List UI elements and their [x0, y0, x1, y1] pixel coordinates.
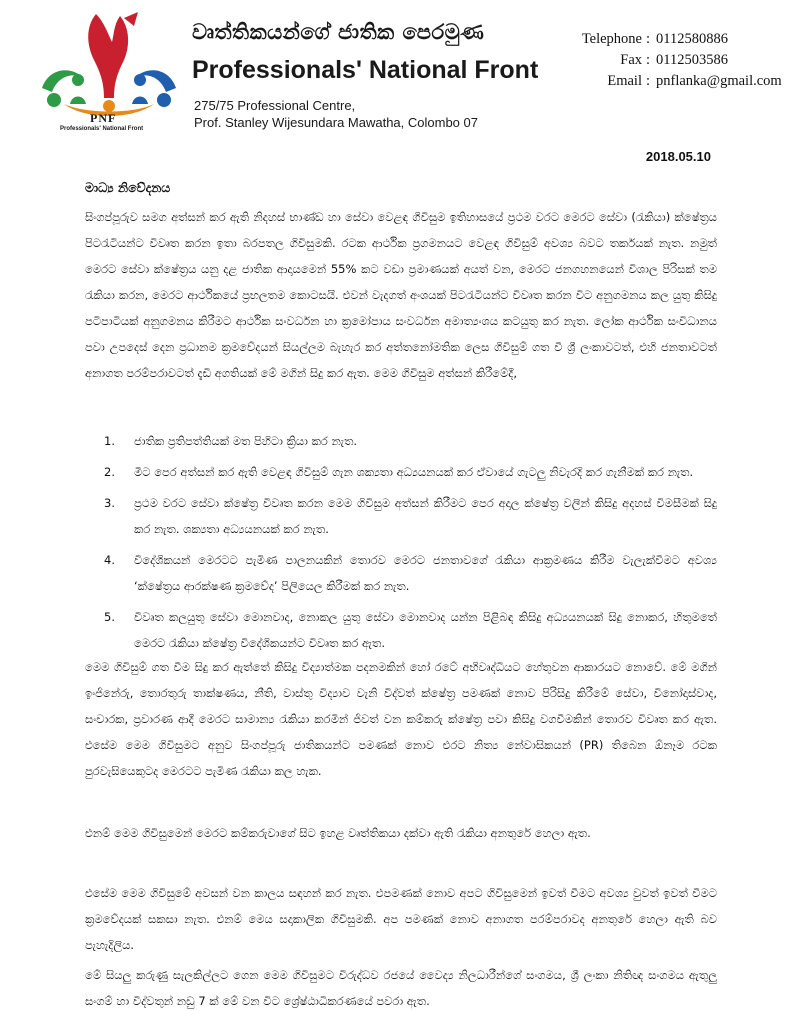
body-paragraph-5: මේ සියලු කරුණු සැලකිල්ලට ගෙන මෙම ගිවිසුමට විරුද්ධව රජයේ වෛද්‍ය නිලධාරීන්ගේ සංගමය, ශ්‍රී ලංකා නිතිඥ සංගමය ඇතුලු සංගම් හා විද්වතුන් නඩු 7 ක් මේ වන විට ශ්‍රේෂ්ඨාධිකරණයේ පවරා ඇත. — [85, 968, 717, 1008]
numbered-list — [104, 428, 717, 661]
list-number: 2. — [104, 465, 115, 479]
list-item — [104, 604, 717, 656]
contact-label: Fax — [620, 52, 642, 68]
logo-subtext: Professionals' National Front — [60, 126, 144, 132]
contact-value: 0112580886 — [656, 31, 728, 47]
document-date: 2018.05.10 — [645, 149, 711, 164]
address-line-1: 275/75 Professional Centre, — [194, 98, 356, 113]
body-paragraph-3: එනම් මෙම ගිවිසුමෙන් මෙරට කම්කරුවාගේ සිට ඉහළ වෘත්තිකයා දක්වා ඇති රැකියා අනතුරේ හෙලා ඇත. — [85, 826, 591, 840]
org-name-english: Professionals' National Front — [192, 56, 539, 84]
contact-label: Email — [607, 73, 642, 89]
contact-value: pnflanka@gmail.com — [656, 73, 782, 89]
org-name-sinhala: වෘත්තිකයන්ගේ ජාතික පෙරමුණ — [192, 20, 485, 44]
list-text: විවෘත කලයුතු සේවා මොනවාද, නොකල යුතු සේවා මොනවාද යන්න පිළිබඳ කිසිදු අධ්‍යයනයක් සිදු නොකර, හිතුමතේ මෙරට රැකියා ක්ෂේත්‍ර විදේශිකයන්ට විවෘත කර ඇත. — [134, 610, 717, 650]
contact-separator: : — [646, 31, 651, 47]
contact-value: 0112503586 — [656, 52, 728, 68]
contact-separator: : — [646, 73, 651, 89]
logo-lettering: PNF — [90, 111, 117, 125]
list-item — [104, 459, 717, 485]
contact-separator: : — [646, 52, 651, 68]
contact-telephone — [560, 29, 782, 50]
contact-block — [560, 29, 782, 92]
list-number: 4. — [104, 553, 115, 567]
list-text: ප්‍රථම වරට සේවා ක්ෂේත්‍ර විවෘත කරන මෙම ගිවිසුම අත්සන් කිරීමට පෙර අදාල ක්ෂේත්‍ර වලින් කිසිදු අදහස් විමසීමක් සිදු කර නැත. ශක්‍යතා අධ්‍යයනයක් කර නැත. — [134, 496, 717, 536]
body-paragraph-4: එසේම මෙම ගිවිසුමේ අවසන් වන කාලය සඳහන් කර නැත. එපමණක් නොව අපට ගිවිසුමෙන් ඉවත් වීමට අවශ්‍ය වුවත් ඉවත් වීමට ක්‍රමවේදයක් සකසා නැත. එනම් මෙය සදාකාලික ගිවිසුමකි. අප පමණක් නොව අනාගත පරම්පරාවද අනතුරේ හෙලා ඇති බව පැහැදිලිය. — [85, 886, 717, 952]
contact-fax — [560, 50, 782, 71]
body-paragraph-1: සිංගප්පූරුව සමග අත්සන් කර ඇති නිදහස් භාණ්ඩ හා සේවා වෙළඳ ගිවිසුම ඉතිහාසයේ ප්‍රථම වරට මෙරට සේවා (රැකියා) ක්ෂේත්‍රය පිටරැටියන්ට විවෘත කරන ඉතා බරපතල ගිවිසුමකි. රටක ආර්ථික ප්‍රගමනයට වෙළඳ ගිවිසුම් අවශ්‍ය බවට තර්කයක් නැත. නමුත් මෙරට සේවා ක්ෂේත්‍රය යනු දළ ජාතික ආදායමෙන් 55% කට වඩා ප්‍රමාණයක් අයත් වන, මෙරට ජනගහනයෙන් විශාල පිරිසක් තම රැකියා කරන, මෙරට ආර්ථිකයේ ප්‍රභලතම කොටසයි. එවන් වැදගත් අංශයක් පිටරැටියන්ට විවෘත කරන විට අනුගමනය කල යුතු කිසිදු පටිපාටියක් අනුගමනය කිරීමට ආර්ථික සංවර්ධන හා ක්‍රමෝපාය සංවර්ධන අමාත්‍යංශය කටයුතු කර නැත. ලෝක ආර්ථික සංවිධානය පවා උපදෙස් දෙන ප්‍රධානම ක්‍රමවේදයන් සියල්ලම බැහැර කර අත්තනෝමතික ලෙස ගිවිසුම් ගත වී ශ්‍රී ලංකාවටත්, එහි ජනතාවටත් අනාගත පරම්පරාවටත් දැඩි අගතියක් මේ මගින් සිදු කර ඇත. මෙම ගිවිසුම අත්සන් කිරීමේදී, — [85, 210, 717, 380]
org-address — [194, 97, 478, 131]
address-line-2: Prof. Stanley Wijesundara Mawatha, Colombo 07 — [194, 115, 478, 130]
list-item — [104, 490, 717, 542]
list-number: 3. — [104, 496, 115, 510]
list-text: මීට පෙර අත්සන් කර ඇති වෙළඳ ගිවිසුම් ගැන ශක්‍යතා අධ්‍යයනයක් කර ඒවායේ ගැටලු නිවැරදි කර ගැනීමක් කර නැත. — [134, 465, 694, 479]
list-item — [104, 428, 717, 454]
list-item — [104, 547, 717, 599]
contact-label: Telephone — [581, 31, 642, 47]
list-number: 1. — [104, 434, 115, 448]
list-number: 5. — [104, 610, 115, 624]
list-text: විදේශිකයන් මෙරටට පැමිණ පාලනයකින් තොරව මෙරට ජනතාවගේ රැකියා ආක්‍රමණය කිරීම වැලැක්වීමට අවශ්‍ය ‘ක්ෂේත්‍රය ආරක්ෂණ ක්‍රමවේද’ පිලියෙල කිරීමක් කර නැත. — [134, 553, 717, 593]
contact-email — [560, 71, 782, 92]
document-heading: මාධ්‍ය නිවේදනය — [85, 180, 171, 195]
pnf-logo — [34, 8, 184, 136]
body-paragraph-2: මෙම ගිවිසුම් ගත වීම සිදු කර ඇත්තේ කිසිදු විද්‍යාත්මක පදනමකින් හෝ රටේ අභිවෘද්ධියට හේතුවන ආකාරයට නොවේ. මේ මගින් ඉංජිනේරු, තොරතුරු තාක්ෂණය, නීති, වාස්තු විද්‍යාව වැනි විද්වත් ක්ෂේත්‍ර පමණක් නොව පිරිසිදු කිරීමේ සේවා, විනෝදාස්වාද, සංචාරක, ප්‍රවාරණ ආදී මෙරට සාමාන්‍ය රැකියා කරමින් ජිවත් වන කම්කරු ක්ෂේත්‍ර පවා කිසිදු වගවීමකින් තොරව විවෘත කර ඇත. එසේම මෙම ගිවිසුමට අනුව සිංගප්පූරු ජාතිකයන්ට පමණක් නොව එරට නිත්‍ය නේවාසිකයන් (PR) තිබෙන ඕනෑම රටක පුරවැසියෙකුටද මෙරටට පැමිණ රැකියා කල හැක. — [85, 660, 717, 778]
list-text: ජාතික ප්‍රතිපත්තියක් මත පිහිටා ක්‍රියා කර නැත. — [134, 434, 358, 448]
